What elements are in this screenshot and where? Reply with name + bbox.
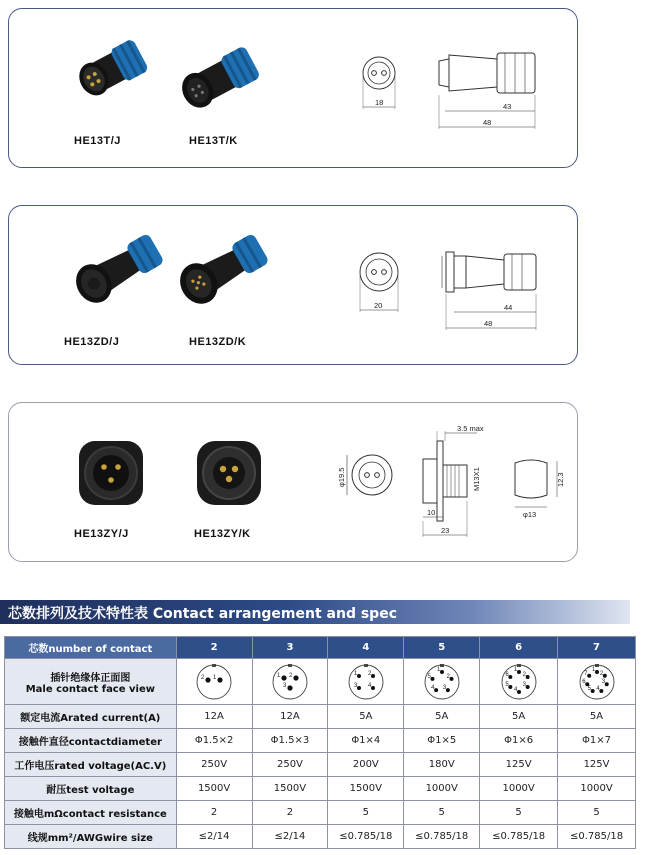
table-row: [5, 729, 636, 753]
value-cell: 5: [328, 801, 404, 825]
table-row: [5, 705, 636, 729]
pin-label: 6: [581, 678, 586, 685]
row-label-cell: 额定电流Arated current(A): [5, 705, 177, 729]
value-cell: Φ1×4: [328, 729, 404, 753]
spec-rows: [5, 705, 636, 849]
face-view-row: [5, 659, 636, 705]
row-label-cell: 工作电压rated voltage(AC.V): [5, 753, 177, 777]
contact-pin: [525, 685, 529, 689]
pin-label: 1: [513, 666, 517, 673]
dimension-cutout-height: 12.3: [556, 472, 565, 487]
contact-pin: [449, 676, 453, 680]
pin-label: 3: [522, 681, 526, 688]
contact-pin: [599, 689, 603, 693]
contact-pin: [517, 670, 521, 674]
value-cell: 1000V: [404, 777, 480, 801]
contact-pin: [508, 675, 512, 679]
header-contact-cell: 7: [558, 637, 636, 659]
table-row: [5, 753, 636, 777]
pin-label: 3: [353, 682, 358, 689]
pin-label: 2: [446, 673, 450, 680]
pin-label: 1: [353, 670, 358, 677]
value-cell: 1000V: [558, 777, 636, 801]
spec-table: [4, 636, 636, 849]
plug-photo-he13zd-j: [64, 224, 174, 314]
value-cell: ≤2/14: [252, 825, 328, 849]
contact-pin: [430, 676, 434, 680]
pin-label: 5: [427, 673, 431, 680]
value-cell: 5A: [480, 705, 558, 729]
header-contact-cell: 5: [404, 637, 480, 659]
value-cell: 1500V: [328, 777, 404, 801]
value-cell: 1500V: [176, 777, 252, 801]
socket-photo-he13zy-j: [71, 433, 151, 513]
face-outline: [273, 665, 307, 699]
face-diagram-4: [346, 662, 386, 702]
value-cell: 1000V: [480, 777, 558, 801]
pin-label: 2: [522, 671, 526, 678]
pin-label: 4: [513, 686, 517, 693]
pin-label: 6: [504, 671, 509, 678]
contact-pin: [590, 689, 594, 693]
pin-label: 3: [282, 682, 287, 689]
value-cell: 5A: [558, 705, 636, 729]
row-label-cell: 耐压test voltage: [5, 777, 177, 801]
value-cell: 5A: [328, 705, 404, 729]
model-label: HE13ZY/K: [194, 528, 251, 540]
dimension-diameter: φ19.5: [337, 467, 346, 487]
value-cell: 5A: [404, 705, 480, 729]
product-panel-he13t: [8, 8, 578, 168]
contact-pin: [525, 675, 529, 679]
face-diagram-5: [422, 662, 462, 702]
contact-pin: [587, 673, 591, 677]
contact-pin: [585, 682, 589, 686]
dimension-length-total: 48: [483, 118, 492, 127]
contact-pin: [595, 670, 599, 674]
contact-pin: [293, 675, 298, 680]
pin-label: 4: [430, 684, 435, 691]
value-cell: ≤0.785/18: [480, 825, 558, 849]
pin-label: 1: [213, 674, 217, 681]
plug-photo-he13zd-k: [169, 224, 279, 314]
dimension-length-total: 48: [484, 319, 493, 328]
value-cell: Φ1.5×3: [252, 729, 328, 753]
value-cell: 125V: [558, 753, 636, 777]
table-row: [5, 777, 636, 801]
pin-label: 4: [595, 685, 600, 692]
table-row: [5, 801, 636, 825]
model-label: HE13ZY/J: [74, 528, 129, 540]
face-view-cell: [176, 659, 252, 705]
pin-label: 7: [583, 670, 588, 677]
value-cell: ≤0.785/18: [328, 825, 404, 849]
contact-pin: [446, 688, 450, 692]
face-view-cell: [404, 659, 480, 705]
face-view-label-cn: 插针绝缘体正面图: [50, 672, 131, 684]
pin-label: 1: [591, 666, 595, 673]
pin-label: 1: [436, 666, 441, 673]
section-title: 芯数排列及技术特性表 Contact arrangement and spec: [8, 606, 397, 622]
header-contact-cell: 3: [252, 637, 328, 659]
pin-label: 1: [276, 672, 281, 679]
pin-label: 4: [367, 682, 372, 689]
contact-pin: [357, 686, 361, 690]
value-cell: 250V: [252, 753, 328, 777]
dimension-max-thickness: 3.5 max: [457, 424, 484, 433]
contact-pin: [371, 686, 375, 690]
value-cell: ≤2/14: [176, 825, 252, 849]
face-key: [595, 664, 599, 667]
value-cell: Φ1×6: [480, 729, 558, 753]
front-view-drawing: [327, 443, 407, 523]
value-cell: 250V: [176, 753, 252, 777]
value-cell: ≤0.785/18: [558, 825, 636, 849]
pin-label: 5: [504, 681, 509, 688]
value-cell: 1500V: [252, 777, 328, 801]
face-diagram-7: [577, 662, 617, 702]
face-key: [288, 664, 292, 667]
pin-label: 2: [367, 670, 372, 677]
dimension-thread: M13X1: [472, 467, 481, 491]
contact-pin: [357, 674, 361, 678]
face-key: [364, 664, 368, 667]
panel-cutout-drawing: [501, 451, 571, 521]
contact-pin: [434, 688, 438, 692]
header-contact-cell: 2: [176, 637, 252, 659]
table-header-row: [5, 637, 636, 659]
value-cell: 200V: [328, 753, 404, 777]
section-header: [0, 600, 650, 624]
value-cell: 12A: [176, 705, 252, 729]
face-view-cell: [252, 659, 328, 705]
value-cell: 5: [404, 801, 480, 825]
face-view-cell: [480, 659, 558, 705]
header-contact-cell: 4: [328, 637, 404, 659]
side-view-drawing: [429, 39, 569, 139]
value-cell: 5: [558, 801, 636, 825]
dimension-a: 10: [427, 508, 436, 517]
model-label: HE13ZD/J: [64, 336, 120, 348]
face-diagram-2: [194, 662, 234, 702]
row-label-cell: 线规mm²/AWGwire size: [5, 825, 177, 849]
dimension-length-inner: 44: [504, 303, 513, 312]
model-label: HE13T/J: [74, 135, 121, 147]
face-outline: [197, 665, 231, 699]
contact-pin: [517, 690, 521, 694]
value-cell: 180V: [404, 753, 480, 777]
value-cell: Φ1.5×2: [176, 729, 252, 753]
contact-pin: [440, 670, 444, 674]
face-view-cell: [558, 659, 636, 705]
value-cell: 2: [252, 801, 328, 825]
table-row: [5, 825, 636, 849]
header-contact-cell: 6: [480, 637, 558, 659]
value-cell: 2: [176, 801, 252, 825]
pin-label: 3: [442, 684, 446, 691]
contact-pin: [205, 677, 210, 682]
product-panel-he13zy: [8, 402, 578, 562]
face-view-label-en: Male contact face view: [25, 683, 155, 695]
dimension-front-width: 18: [375, 98, 384, 107]
dimension-b: 23: [441, 526, 450, 535]
header-label-cell: 芯数number of contact: [5, 637, 177, 659]
face-view-cell: [328, 659, 404, 705]
contact-pin: [604, 682, 608, 686]
value-cell: 125V: [480, 753, 558, 777]
plug-photo-he13t-j: [64, 31, 154, 111]
face-diagram-6: [499, 662, 539, 702]
pin-label: 2: [201, 674, 205, 681]
pin-label: 2: [288, 672, 293, 679]
plug-photo-he13t-k: [169, 39, 269, 119]
value-cell: Φ1×5: [404, 729, 480, 753]
contact-pin: [281, 675, 286, 680]
dimension-length-inner: 43: [503, 102, 512, 111]
dimension-front-width: 20: [374, 301, 383, 310]
product-panel-he13zd: [8, 205, 578, 365]
row-label-cell: 接触电mΩcontact resistance: [5, 801, 177, 825]
row-label-cell: 接触件直径contactdiameter: [5, 729, 177, 753]
contact-pin: [217, 677, 222, 682]
value-cell: 12A: [252, 705, 328, 729]
model-label: HE13T/K: [189, 135, 238, 147]
model-label: HE13ZD/K: [189, 336, 247, 348]
value-cell: Φ1×7: [558, 729, 636, 753]
side-view-drawing: [409, 419, 499, 549]
pin-label: 5: [587, 685, 591, 692]
face-key: [440, 664, 444, 667]
contact-pin: [287, 685, 292, 690]
pin-label: 2: [599, 670, 603, 677]
socket-photo-he13zy-k: [189, 433, 269, 513]
side-view-drawing: [434, 236, 574, 336]
face-key: [212, 664, 216, 667]
pin-label: 3: [601, 678, 605, 685]
face-view-label-cell: [5, 659, 177, 705]
front-view-drawing: [349, 39, 409, 124]
value-cell: 5: [480, 801, 558, 825]
front-view-drawing: [344, 238, 414, 323]
contact-pin: [602, 673, 606, 677]
value-cell: ≤0.785/18: [404, 825, 480, 849]
contact-pin: [508, 685, 512, 689]
dimension-cutout-diameter: φ13: [523, 510, 537, 519]
face-diagram-3: [270, 662, 310, 702]
face-key: [517, 664, 521, 667]
contact-pin: [371, 674, 375, 678]
